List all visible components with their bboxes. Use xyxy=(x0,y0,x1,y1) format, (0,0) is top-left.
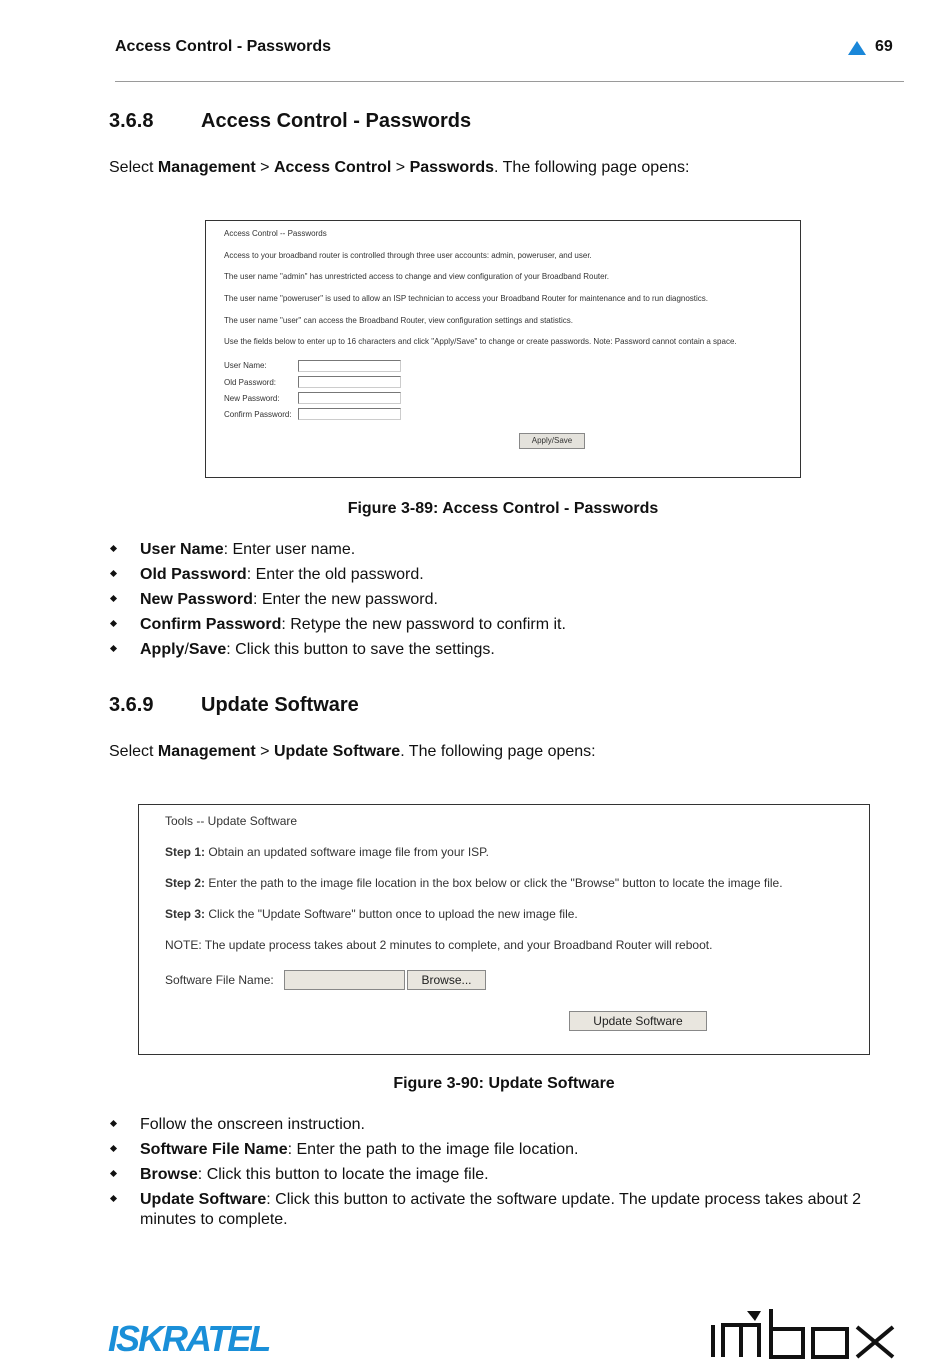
section-intro: Select Management > Access Control > Passwords. The following page opens: xyxy=(109,159,690,176)
update-software-button[interactable]: Update Software xyxy=(569,1011,707,1031)
figure-heading: Tools -- Update Software xyxy=(165,814,298,828)
figure-caption: Figure 3-89: Access Control - Passwords xyxy=(347,500,659,517)
user-name-input[interactable] xyxy=(298,360,401,372)
page-number: 69 xyxy=(875,38,893,55)
figure-caption: Figure 3-90: Update Software xyxy=(393,1075,615,1092)
figure-update-software-screenshot xyxy=(138,804,870,1055)
list-item: Confirm Password: Retype the new password to confirm it. xyxy=(109,615,909,635)
apply-save-button[interactable]: Apply/Save xyxy=(519,433,585,449)
list-item: Update Software: Click this button to activate the software update. The update process takes about 2 minutes to complete. xyxy=(109,1190,909,1230)
section-intro: Select Management > Update Software. The following page opens: xyxy=(109,743,596,760)
figure-access-control-screenshot xyxy=(205,220,801,478)
software-file-name-label: Software File Name: xyxy=(165,973,274,987)
confirm-password-label: Confirm Password: xyxy=(224,410,292,419)
figure-note: NOTE: The update process takes about 2 minutes to complete, and your Broadband Router will reboot. xyxy=(165,938,713,952)
section-title: Update Software xyxy=(201,694,359,716)
figure-text-line: The user name "poweruser" is used to allow an ISP technician to access your Broadband Router for maintenance and to run diagnostics. xyxy=(224,294,709,303)
user-name-label: User Name: xyxy=(224,361,267,370)
bullet-list-update-software xyxy=(109,1115,909,1235)
section-heading-access-control xyxy=(109,110,471,133)
figure-step: Step 1: Obtain an updated software image file from your ISP. xyxy=(165,845,489,859)
confirm-password-input[interactable] xyxy=(298,408,401,420)
new-password-input[interactable] xyxy=(298,392,401,404)
imbox-logo xyxy=(707,1305,899,1363)
figure-text-line: Access to your broadband router is controlled through three user accounts: admin, poweruser, and user. xyxy=(224,251,592,260)
old-password-input[interactable] xyxy=(298,376,401,388)
triangle-up-icon xyxy=(848,41,866,55)
figure-step: Step 2: Enter the path to the image file location in the box below or click the "Browse" button to locate the image file. xyxy=(165,876,783,890)
list-item: Old Password: Enter the old password. xyxy=(109,565,909,585)
new-password-label: New Password: xyxy=(224,394,280,403)
list-item: Apply/Save: Click this button to save the settings. xyxy=(109,640,909,660)
figure-text-line: The user name "admin" has unrestricted access to change and view configuration of your Broadband Router. xyxy=(224,272,610,281)
list-item: New Password: Enter the new password. xyxy=(109,590,909,610)
section-number: 3.6.9 xyxy=(109,694,154,716)
bullet-list-access-control xyxy=(109,540,909,665)
old-password-label: Old Password: xyxy=(224,378,277,387)
list-item: Software File Name: Enter the path to the image file location. xyxy=(109,1140,909,1160)
figure-text-line: The user name "user" can access the Broadband Router, view configuration settings and statistics. xyxy=(224,316,573,325)
header-divider xyxy=(115,81,904,82)
figure-text-line: Use the fields below to enter up to 16 characters and click "Apply/Save" to change or create passwords. Note: Password cannot contain a space. xyxy=(224,337,737,346)
figure-step: Step 3: Click the "Update Software" button once to upload the new image file. xyxy=(165,907,578,921)
iskratel-logo: ISKRATEL xyxy=(108,1318,270,1359)
browse-button[interactable]: Browse... xyxy=(407,970,486,990)
list-item: Follow the onscreen instruction. xyxy=(109,1115,909,1135)
section-heading-update-software xyxy=(109,694,359,717)
list-item: Browse: Click this button to locate the image file. xyxy=(109,1165,909,1185)
figure-heading: Access Control -- Passwords xyxy=(224,229,327,238)
running-header-title: Access Control - Passwords xyxy=(115,38,332,55)
list-item: User Name: Enter user name. xyxy=(109,540,909,560)
software-file-name-input[interactable] xyxy=(284,970,405,990)
section-number: 3.6.8 xyxy=(109,110,154,132)
section-title: Access Control - Passwords xyxy=(201,110,472,132)
